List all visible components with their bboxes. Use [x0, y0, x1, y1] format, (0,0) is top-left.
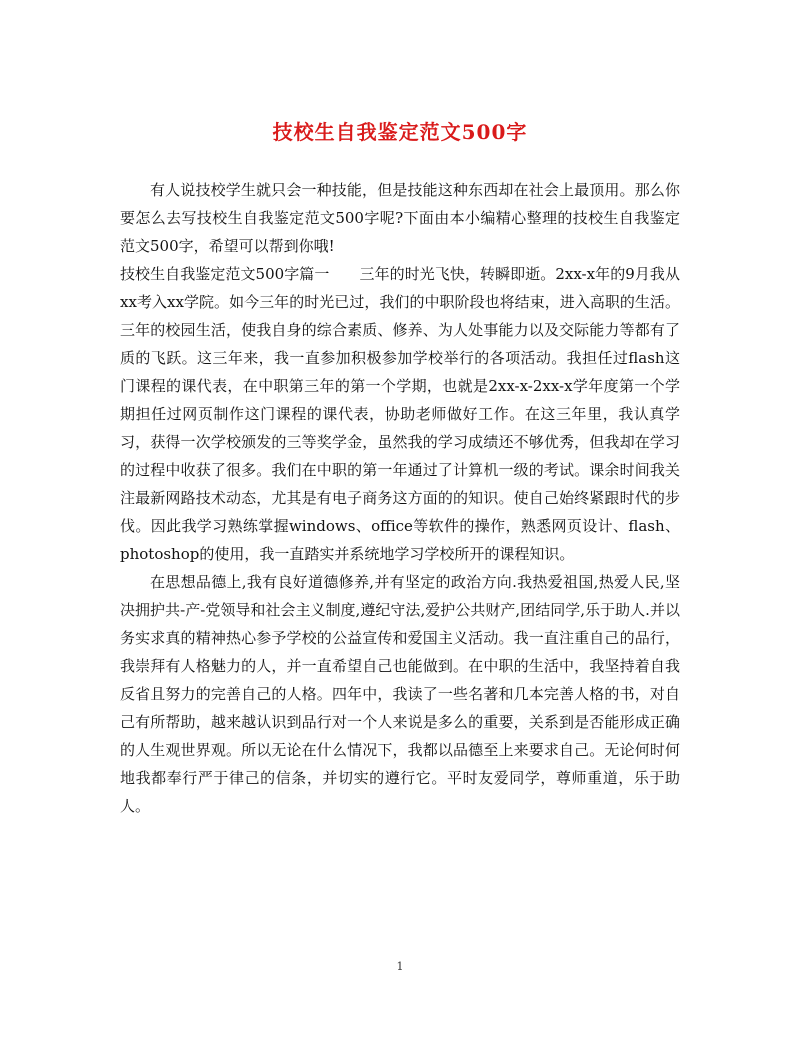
document-body: [120, 176, 680, 820]
intro-paragraph: 有人说技校学生就只会一种技能，但是技能这种东西却在社会上最顶用。那么你要怎么去写技校生自我鉴定范文500字呢?下面由本小编精心整理的技校生自我鉴定范文500字，希望可以帮到你哦!: [120, 181, 680, 255]
essay-paragraph-1: 技校生自我鉴定范文500字篇一 三年的时光飞快，转瞬即逝。2xx-x年的9月我从xx考入xx学院。如今三年的时光已过，我们的中职阶段也将结束，进入高职的生活。三年的校园生活，使我自身的综合素质、修养、为人处事能力以及交际能力等都有了质的飞跃。这三年来，我一直参加积极参加学校举行的各项活动。我担任过flash这门课程的课代表，在中职第三年的第一个学期，也就是2xx-x-2xx-x学年度第一个学期担任过网页制作这门课程的课代表，协助老师做好工作。在这三年里，我认真学习，获得一次学校颁发的三等奖学金，虽然我的学习成绩还不够优秀，但我却在学习的过程中收获了很多。我们在中职的第一年通过了计算机一级的考试。课余时间我关注最新网路技术动态，尤其是有电子商务这方面的的知识。使自己始终紧跟时代的步伐。因此我学习熟练掌握windows、office等软件的操作，熟悉网页设计、flash、photoshop的使用，我一直踏实并系统地学习学校所开的课程知识。: [120, 265, 680, 563]
page-number: 1: [396, 960, 404, 973]
essay-paragraph-2: 在思想品德上,我有良好道德修养,并有坚定的政治方向.我热爱祖国,热爱人民,坚决拥护共-产-党领导和社会主义制度,遵纪守法,爱护公共财产,团结同学,乐于助人.并以务实求真的精神热心参予学校的公益宣传和爱国主义活动。我一直注重自己的品行，我崇拜有人格魅力的人，并一直希望自己也能做到。在中职的生活中，我坚持着自我反省且努力的完善自己的人格。四年中，我读了一些名著和几本完善人格的书，对自己有所帮助，越来越认识到品行对一个人来说是多么的重要，关系到是否能形成正确的人生观世界观。所以无论在什么情况下，我都以品德至上来要求自己。无论何时何地我都奉行严于律己的信条，并切实的遵行它。平时友爱同学，尊师重道，乐于助人。: [120, 573, 680, 815]
document-title: 技校生自我鉴定范文500字: [272, 120, 528, 144]
